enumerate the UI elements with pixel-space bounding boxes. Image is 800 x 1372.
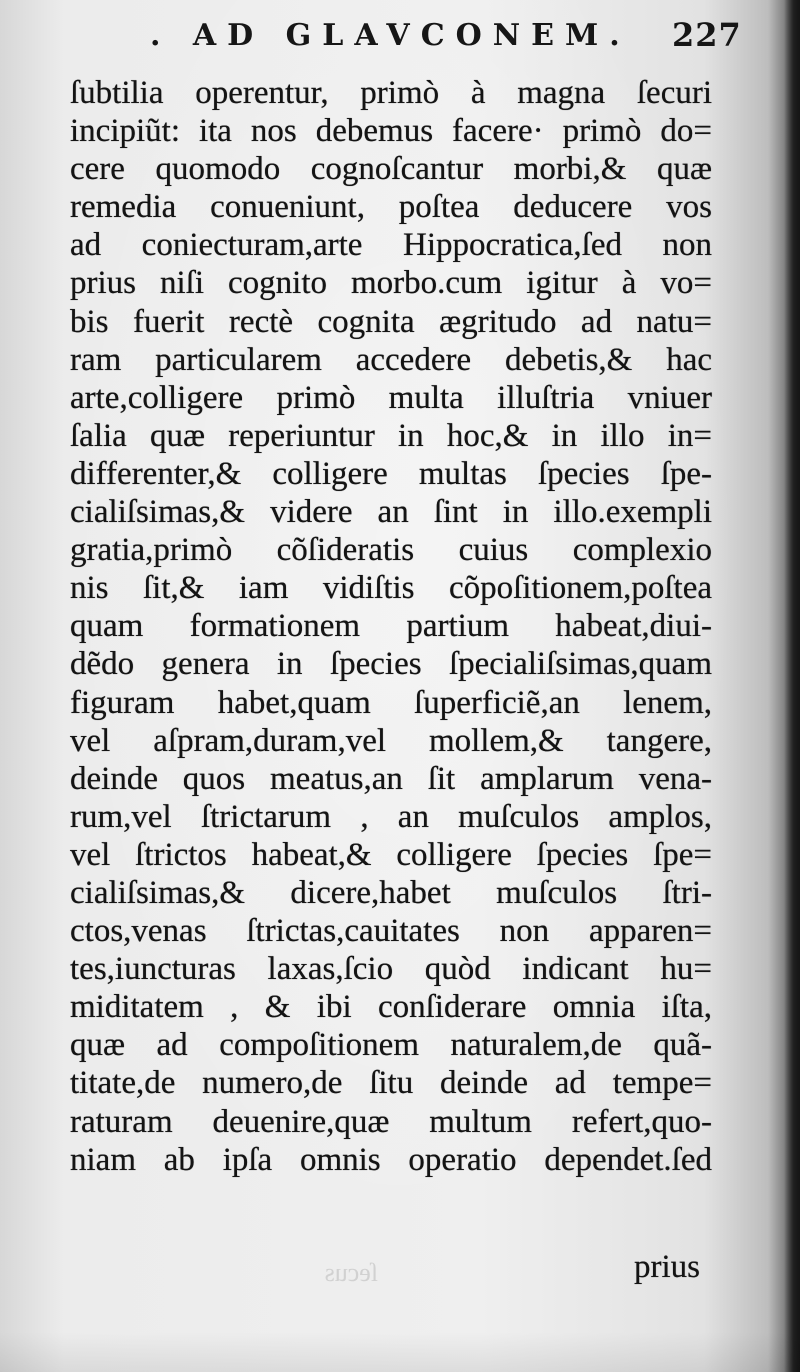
text-line: nis ſit,& iam vidiſtis cõpoſitionem,poſtea [70, 570, 712, 607]
text-line: tes,iuncturas laxas,ſcio quòd indicant hu= [70, 951, 712, 988]
text-line: ram particularem accedere debetis,& hac [70, 341, 712, 378]
text-line: niam ab ipſa omnis operatio dependet.ſed [70, 1141, 712, 1178]
text-line: incipiũt: ita nos debemus facere· primò do= [70, 113, 712, 150]
text-line: cialiſsimas,& videre an ſint in illo.exempli [70, 494, 712, 531]
text-line: bis fuerit rectè cognita ægritudo ad natu= [70, 303, 712, 340]
text-line: quam formationem partium habeat,diui- [70, 608, 712, 645]
page-number: 227 [672, 16, 742, 54]
text-line: vel aſpram,duram,vel mollem,& tangere, [70, 722, 712, 759]
text-line: arte,colligere primò multa illuſtria vniuer [70, 379, 712, 416]
text-line: prius niſi cognito morbo.cum igitur à vo= [70, 265, 712, 302]
scan-edge-shadow [784, 0, 800, 1372]
text-line: vel ſtrictos habeat,& colligere ſpecies ſpe= [70, 836, 712, 873]
text-line: titate,de numero,de ſitu deinde ad tempe= [70, 1065, 712, 1102]
text-line: ſubtilia operentur, primò à magna ſecuri [70, 75, 712, 111]
text-line: dẽdo genera in ſpecies ſpecialiſsimas,quam [70, 646, 712, 683]
text-line: remedia conueniunt, poſtea deducere vos [70, 189, 712, 226]
text-line: rum,vel ſtrictarum , an muſculos amplos, [70, 798, 712, 835]
body-text [70, 74, 712, 1179]
text-line: differenter,& colligere multas ſpecies ſpe- [70, 455, 712, 492]
text-line: raturam deuenire,quæ multum refert,quo- [70, 1103, 712, 1140]
text-line: cialiſsimas,& dicere,habet muſculos ſtri- [70, 874, 712, 911]
text-line: ad coniecturam,arte Hippocratica,ſed non [70, 227, 712, 264]
bleed-through-text: ſecus [324, 1258, 378, 1287]
text-line: figuram habet,quam ſuperficiẽ,an lenem, [70, 684, 712, 721]
text-line: cere quomodo cognoſcantur morbi,& quæ [70, 151, 712, 188]
text-line: ctos,venas ſtrictas,cauitates non apparen= [70, 913, 712, 950]
text-line: quæ ad compoſitionem naturalem,de quã- [70, 1027, 712, 1064]
running-title: . AD GLAVCONEM. [150, 18, 631, 53]
catchword: prius [634, 1249, 700, 1285]
text-line: ſalia quæ reperiuntur in hoc,& in illo in= [70, 417, 712, 454]
page-bottom-shade [0, 1332, 800, 1372]
text-line: miditatem , & ibi conſiderare omnia iſta, [70, 989, 712, 1026]
text-line: gratia,primò cõſideratis cuius complexio [70, 532, 712, 569]
text-line: deinde quos meatus,an ſit amplarum vena- [70, 760, 712, 797]
